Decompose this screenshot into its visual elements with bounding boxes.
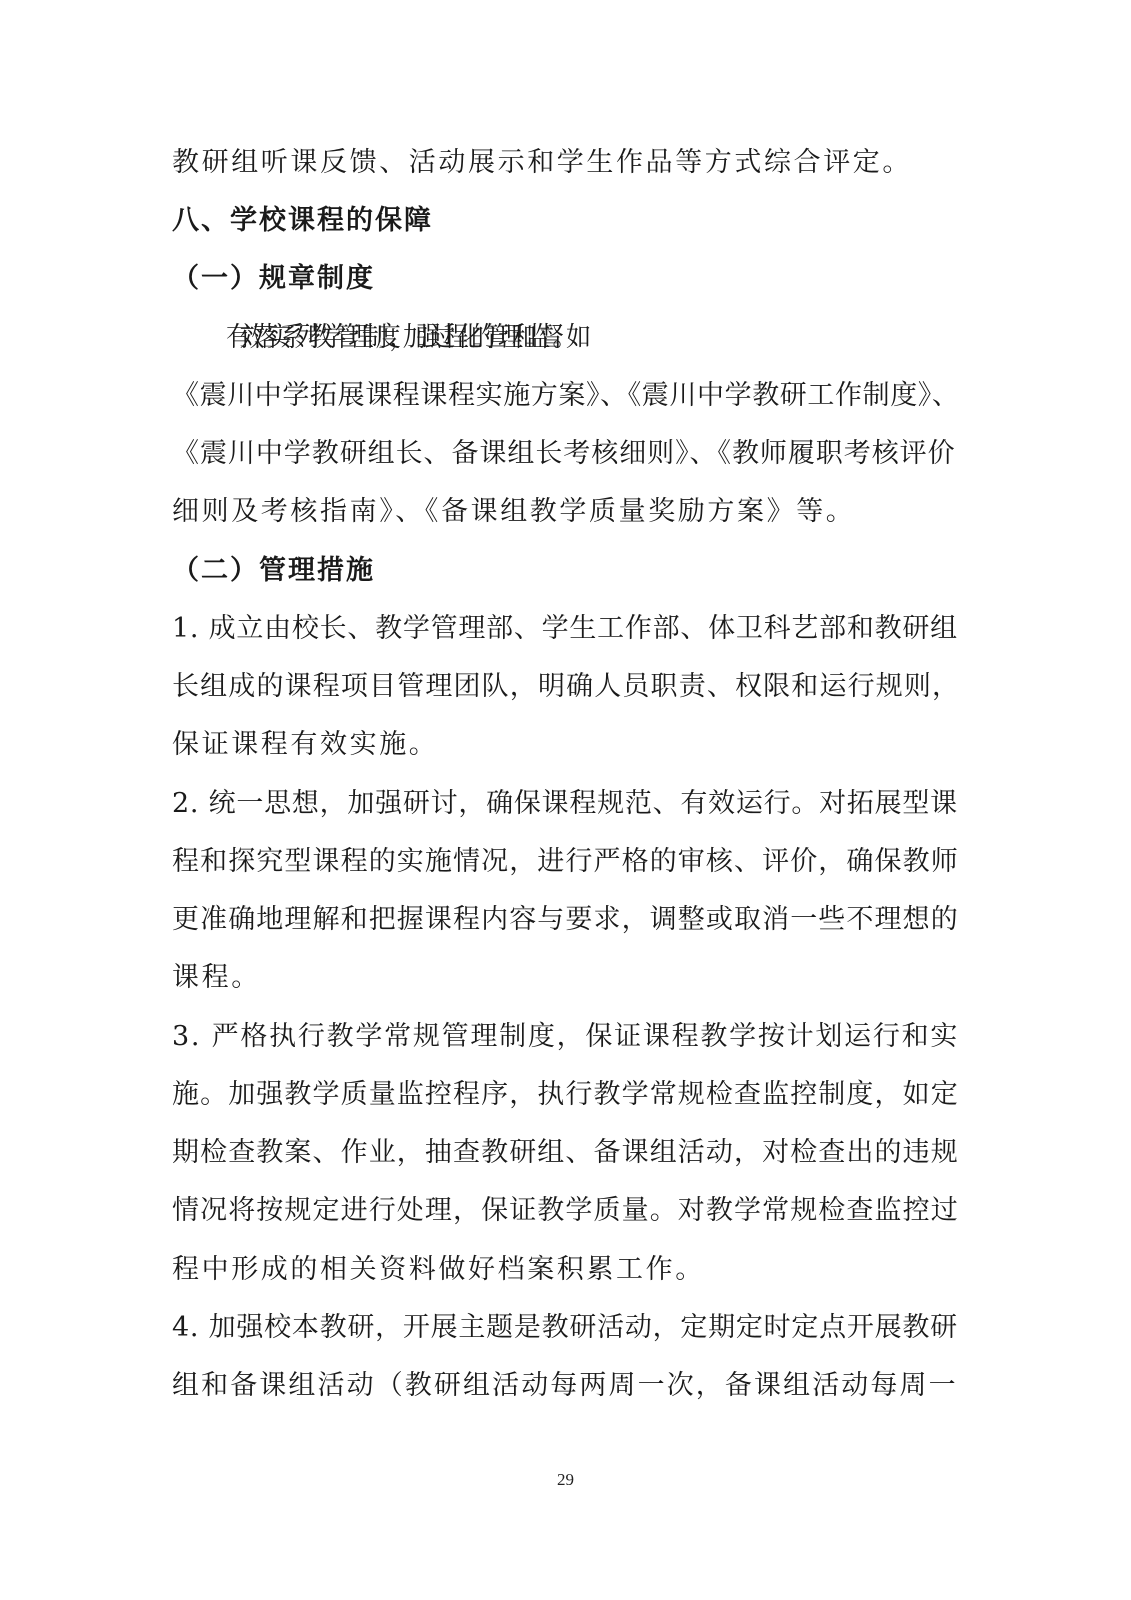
body-text-line: 组和备课组活动（教研组活动每两周一次，备课组活动每周一	[172, 1370, 958, 1401]
body-text-line: 《震川中学拓展课程课程实施方案》、《震川中学教研工作制度》、	[172, 380, 960, 411]
subsection-heading: （二）管理措施	[172, 555, 375, 586]
body-text-line: 长组成的课程项目管理团队，明确人员职责、权限和运行规则，	[172, 671, 961, 702]
body-text-line: 细则及考核指南》、《备课组教学质量奖励方案》等。	[172, 496, 856, 527]
body-text-line: 期检查教案、作业，抽查教研组、备课组活动，对检查出的违规	[172, 1137, 959, 1168]
body-text-line: 程和探究型课程的实施情况，进行严格的审核、评价，确保教师	[172, 846, 959, 877]
body-text-line: 1. 成立由校长、教学管理部、学生工作部、体卫科艺部和教研组	[172, 613, 958, 644]
body-text-line: 3. 严格执行教学常规管理制度，保证课程教学按计划运行和实	[172, 1021, 960, 1052]
body-text-line: 《震川中学教研组长、备课组长考核细则》、《教师履职考核评价	[172, 438, 956, 469]
body-text-line: 2. 统一思想，加强研讨，确保课程规范、有效运行。对拓展型课	[172, 788, 958, 819]
page-number: 29	[557, 1470, 574, 1489]
body-text-line: 教研组听课反馈、活动展示和学生作品等方式综合评定。	[172, 147, 912, 178]
body-text-line: 有效落实系列教学管理制度，加强过程化的管理和监督。如	[226, 322, 580, 353]
body-text-line: 课程。	[172, 962, 261, 993]
body-text-line: 施。加强教学质量监控程序，执行教学常规检查监控制度，如定	[172, 1079, 959, 1110]
body-text-line: 4. 加强校本教研，开展主题是教研活动，定期定时定点开展教研	[172, 1312, 958, 1343]
body-text-line: 程中形成的相关资料做好档案积累工作。	[172, 1254, 705, 1285]
body-text-line: 保证课程有效实施。	[172, 729, 439, 760]
body-text-line: 更准确地理解和把握课程内容与要求，调整或取消一些不理想的	[172, 904, 959, 935]
section-heading: 八、学校课程的保障	[172, 205, 433, 236]
subsection-heading: （一）规章制度	[172, 263, 375, 294]
body-text-line: 情况将按规定进行处理，保证教学质量。对教学常规检查监控过	[172, 1195, 959, 1226]
